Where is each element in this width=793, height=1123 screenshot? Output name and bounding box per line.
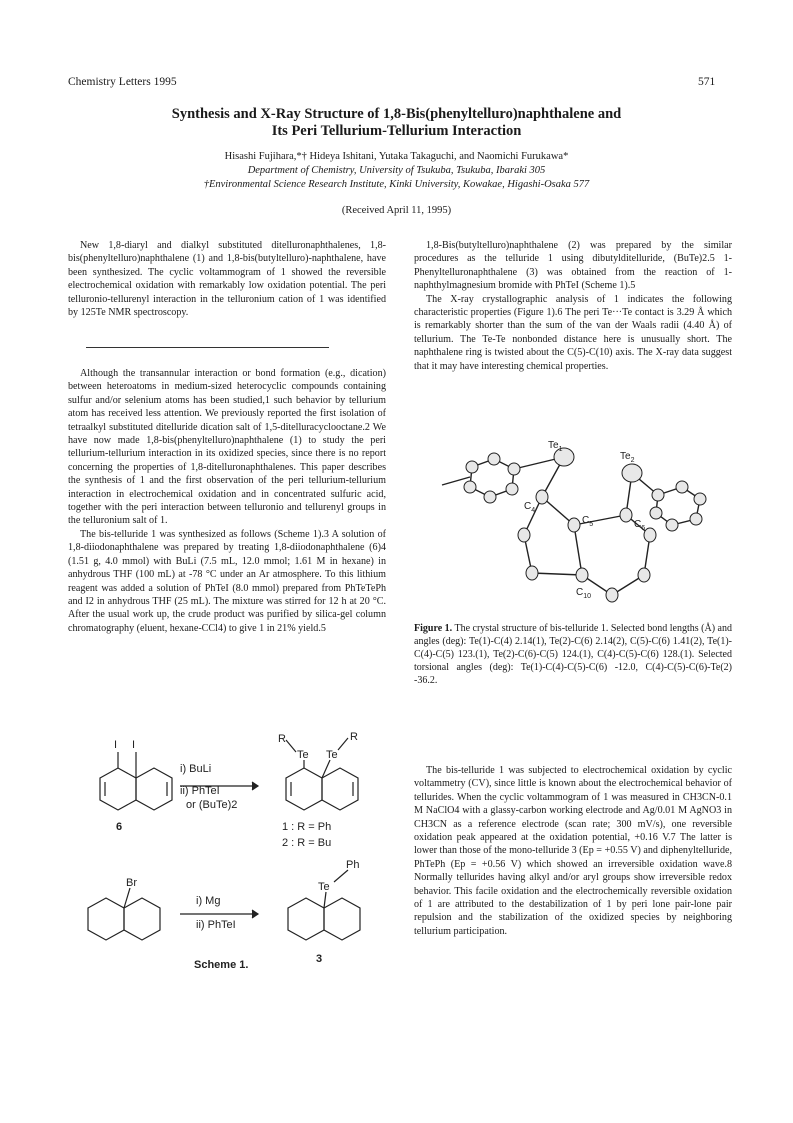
reagent-label: or (BuTe)2 bbox=[186, 799, 238, 811]
scheme-caption: Scheme 1. bbox=[194, 959, 249, 971]
atom-label-c6: $C_6$ bbox=[634, 519, 646, 532]
affiliation-1: Department of Chemistry, University of Tsukuba, Tsukuba, Ibaraki 305 bbox=[247, 165, 546, 176]
abstract: New 1,8-diaryl and dialkyl substituted ditelluronaphthalenes, 1,8-bis(phenyltelluro)naphthalene (1) and 1,8-bis(butyltelluro)-naphthalene, have been synthesized. The cyclic voltammogram of 1 showed the reversible electrochemical oxidation with remarkably low oxidation potential. The peri telluronio-tellurenyl interaction in the telluronium cation of 1 was identified by 125Te NMR spectroscopy. bbox=[68, 240, 386, 319]
left-column-body bbox=[68, 367, 386, 635]
r-group-label: R bbox=[350, 731, 358, 743]
carbon-atom bbox=[650, 507, 662, 519]
figure-1-caption bbox=[414, 622, 732, 687]
article-title-line2: Its Peri Tellurium-Tellurium Interaction bbox=[271, 123, 522, 139]
atom-label-te1: $Te_1$ bbox=[548, 440, 563, 453]
received-date: (Received April 11, 1995) bbox=[341, 205, 452, 216]
naphthalene-ring bbox=[124, 898, 160, 940]
scheme-1-diagram bbox=[68, 730, 388, 980]
atom-label-te2: $Te_2$ bbox=[620, 451, 635, 464]
carbon-atom bbox=[652, 489, 664, 501]
figure-caption-text: The crystal structure of bis-telluride 1. Selected bond lengths (Å) and angles (deg): Te(1)-C(4) 2.14(1), Te(2)-C(6) 2.14(2), C(5)-C(6) 1.41(2), Te(1)-C(4)-C(5) 123.(1), Te(2)-C(6)-C(5) 124.(1), C(4)-C(5)-C(6) 128.(1). Selected torsional angles (deg): Te(1)-C(4)-C(5)-C(6) -12.0, C(4)-C(5)-C(6)-Te(2) -36.2. bbox=[414, 623, 732, 686]
bromine-atom-label: Br bbox=[126, 877, 137, 889]
naphthalene-ring bbox=[324, 898, 360, 940]
compound-2-label: 2 : R = Bu bbox=[282, 837, 332, 849]
journal-name: Chemistry Letters 1995 bbox=[68, 76, 177, 88]
carbon-atom bbox=[488, 453, 500, 465]
carbon-atom bbox=[506, 483, 518, 495]
electrochemistry-paragraph: The bis-telluride 1 was subjected to electrochemical oxidation by cyclic voltammetry (CV), since little is known about the electrochemical behavior of tellurides. When the cyclic voltammogram of 1 was measured in CH3CN-0.1 M NaClO4 with a glassy-carbon working electrode and Ag/0.01 M AgNO3 in CH3CN as a reference electrode (scan rate; 300 mV/s), one reversible oxidation peak appeared at the oxidation potential, +0.16 V.7 The latter is lower than those of the mono-telluride 3 (Ep = +0.55 V) and diphenyltelluride, PhTePh (Ep = +0.56 V) which showed an irreversible oxidation wave.8 Normally tellurides having alkyl and/or aryl groups show irreversible redox behavior. This facile oxidation and the electrochemically reversible oxidation of 1 are attributed to the destabilization of 1 by peri lone pair-lone pair repulsion and the stabilization of the oxidized species by neighboring tellurium participation. bbox=[414, 765, 732, 937]
affiliation-2: †Environmental Science Research Institute, Kinki University, Kowakae, Higashi-Osaka 577 bbox=[203, 179, 590, 190]
carbon-atom bbox=[568, 518, 580, 532]
reagent-label: ii) PhTeI bbox=[196, 919, 236, 931]
xray-paragraph: The X-ray crystallographic analysis of 1 indicates the following characteristic properties (Figure 1).6 The peri Te···Te contact is 3.29 Å which is remarkably shorter than the sum of the van der Waals radii (4.40 Å) of tellurium. The Te-Te nonbonded distance here is unusually short. The naphthalene ring is twisted about the C(5)-C(10) axis. The X-ray data suggest that it may have interesting chemical properties. bbox=[414, 293, 732, 372]
naphthalene-ring bbox=[288, 898, 324, 940]
tellurium-atom-label: Te bbox=[326, 749, 338, 761]
carbon-atom bbox=[576, 568, 588, 582]
carbon-atom bbox=[464, 481, 476, 493]
electrochemistry-section bbox=[414, 764, 732, 938]
compound-3-label: 3 bbox=[316, 953, 323, 965]
compound-6-label: 6 bbox=[116, 821, 123, 833]
atom-label-c5: $C_5$ bbox=[582, 515, 594, 528]
carbon-atom bbox=[536, 490, 548, 504]
atom-label-c4: $C_4$ bbox=[524, 501, 536, 514]
atom-label-c10: $C_{10}$ bbox=[576, 587, 592, 600]
naphthalene-ring bbox=[88, 898, 124, 940]
carbon-atom bbox=[466, 461, 478, 473]
carbon-atom bbox=[508, 463, 520, 475]
carbon-atom bbox=[644, 528, 656, 542]
carbon-atom bbox=[638, 568, 650, 582]
compound-1-label: 1 : R = Ph bbox=[282, 821, 332, 833]
tellurium-atom-label: Te bbox=[297, 749, 309, 761]
reagent-label: i) BuLi bbox=[180, 763, 212, 775]
butyl-synthesis-paragraph: 1,8-Bis(butyltelluro)naphthalene (2) was prepared by the similar procedures as the telluride 1 using dibutylditelluride, (BuTe)2.5 1-Phenyltelluronaphthalene (3) was obtained from the reaction of 1-naphthylmagnesium bromide with PhTeI (Scheme 1).5 bbox=[414, 240, 732, 292]
reagent-label: ii) PhTeI bbox=[180, 785, 220, 797]
reagent-label: i) Mg bbox=[196, 895, 221, 907]
r-group-label: R bbox=[278, 733, 286, 745]
page-number: 571 bbox=[698, 76, 716, 88]
carbon-atom bbox=[694, 493, 706, 505]
iodine-atom-label: I bbox=[132, 739, 136, 751]
iodine-atom-label: I bbox=[114, 739, 118, 751]
carbon-atom bbox=[484, 491, 496, 503]
tellurium-atom bbox=[622, 464, 642, 482]
abstract-divider bbox=[86, 347, 329, 348]
carbon-atom bbox=[690, 513, 702, 525]
carbon-atom bbox=[606, 588, 618, 602]
carbon-atom bbox=[666, 519, 678, 531]
crystal-structure-figure bbox=[414, 435, 732, 610]
carbon-atom bbox=[676, 481, 688, 493]
carbon-atom bbox=[620, 508, 632, 522]
article-title-line1: Synthesis and X-Ray Structure of 1,8-Bis(phenyltelluro)naphthalene and bbox=[171, 106, 622, 122]
carbon-atom bbox=[518, 528, 530, 542]
authors: Hisashi Fujihara,*† Hideya Ishitani, Yutaka Takaguchi, and Naomichi Furukawa* bbox=[224, 151, 569, 162]
right-column-body bbox=[414, 239, 732, 373]
tellurium-atom-label: Te bbox=[318, 881, 330, 893]
synthesis-paragraph: The bis-telluride 1 was synthesized as follows (Scheme 1).3 A solution of 1,8-diiodonaphthalene was prepared by treating 1,8-diiodonaphthalene (6)4 (1.51 g, 4.0 mmol) with BuLi (7.5 mL, 12.0 mmol; 1.61 M in hexane) in anhydrous THF (100 mL) at -78 °C under an Ar atmosphere. To this lithium reagent was added a solution of PhTeI (8.0 mmol) prepared from PhTeTePh and I2 in anhydrous THF (25 mL). The mixture was stirred for 12 h at 20 °C. After the usual work up, the crude product was purified by silica-gel column chromatography (eluent, hexane-CCl4) to give 1 in 21% yield.5 bbox=[68, 528, 386, 634]
carbon-atom bbox=[526, 566, 538, 580]
figure-caption-label: Figure 1. bbox=[414, 623, 453, 634]
intro-paragraph: Although the transannular interaction or bond formation (e.g., dication) between heteroatoms in medium-sized heterocyclic compounds containing sulfur and/or selenium atoms has been studied,1 such behavior by tellurium atom has received less attention. We previously reported the first isolation of tetraalkyl substituted ditelluride dication salt of 1,5-ditelluracyclooctane.2 We have now made 1,8-bis(phenyltelluro)naphthalene (1) to study the peri tellurium-tellurium interaction in its oxidized species, since there is no report concerning the properties of 1,8-ditelluronaphthalenes. This paper describes the synthesis of 1 and the first observation of the peri tellurium-tellurium interaction in electrochemical oxidation and in concentrated sulfuric acid, together with the peri interaction between telluronio and tellurenyl groups in the telluronium salt of 1. bbox=[68, 368, 386, 527]
phenyl-group-label: Ph bbox=[346, 859, 360, 871]
